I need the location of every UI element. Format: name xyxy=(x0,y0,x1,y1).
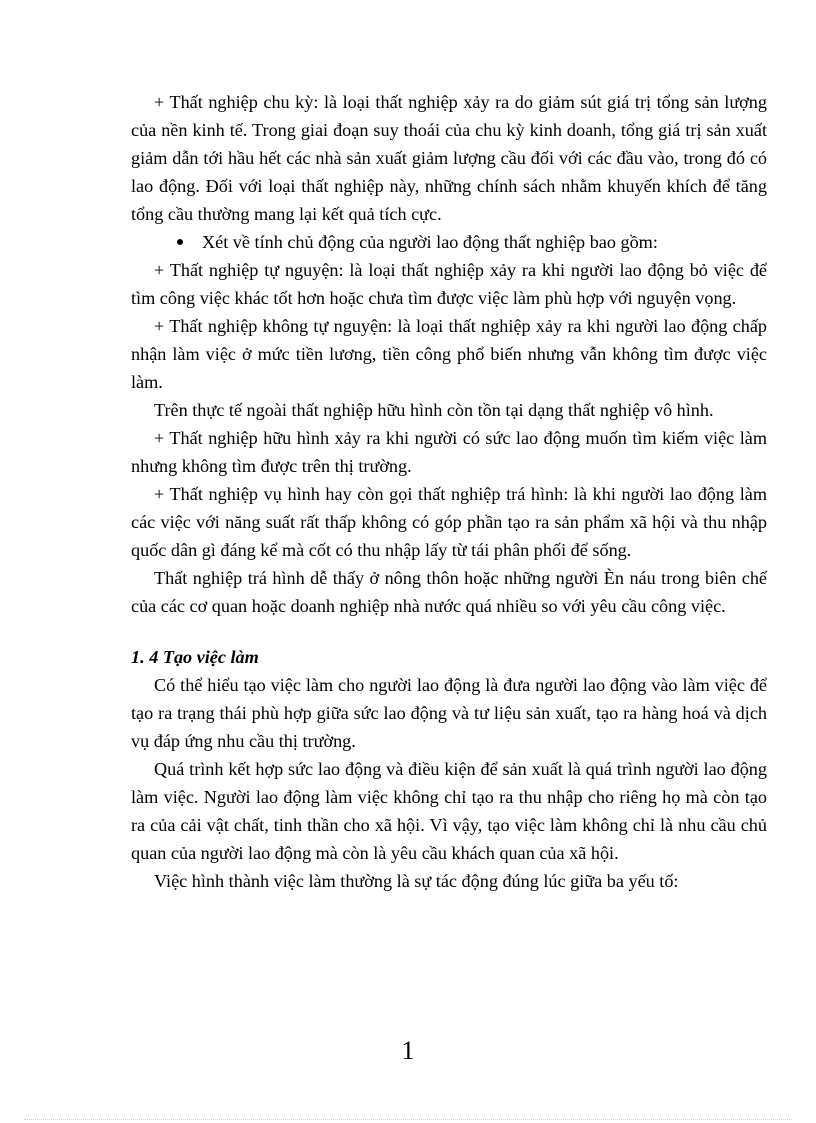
paragraph-voluntary-unemployment: + Thất nghiệp tự nguyện: là loại thất nghiệp xảy ra khi người lao động bỏ việc để tìm công việc khác tốt hơn hoặc chưa tìm được việc làm phù hợp với nguyện vọng. xyxy=(131,260,767,308)
paragraph-disguised-unemployment: + Thất nghiệp vụ hình hay còn gọi thất nghiệp trá hình: là khi người lao động làm các việc với năng suất rất thấp không có góp phần tạo ra sản phẩm xã hội và thu nhập quốc dân gì đáng kể mà cốt có thu nhập lấy từ tái phân phối để sống. xyxy=(131,484,767,560)
bullet-icon xyxy=(177,239,183,245)
paragraph-disguised-unemployment-example: Thất nghiệp trá hình dễ thấy ở nông thôn hoặc những người Èn náu trong biên chế của các cơ quan hoặc doanh nghiệp nhà nước quá nhiều so với yêu cầu công việc. xyxy=(131,568,767,616)
bullet-text: Xét về tính chủ động của người lao động thất nghiệp bao gồm: xyxy=(202,232,658,252)
paragraph-job-formation: Việc hình thành việc làm thường là sự tác động đúng lúc giữa ba yếu tố: xyxy=(154,871,679,891)
bullet-item xyxy=(131,228,767,256)
document-body xyxy=(131,88,767,895)
paragraph-job-creation-definition: Có thể hiểu tạo việc làm cho người lao động là đưa người lao động vào làm việc để tạo ra trạng thái phù hợp giữa sức lao động và tư liệu sản xuất, tạo ra hàng hoá và dịch vụ đáp ứng nhu cầu thị trường. xyxy=(131,675,767,751)
paragraph-hidden-unemployment-intro: Trên thực tế ngoài thất nghiệp hữu hình còn tồn tại dạng thất nghiệp vô hình. xyxy=(154,400,714,420)
paragraph-involuntary-unemployment: + Thất nghiệp không tự nguyện: là loại thất nghiệp xảy ra khi người lao động chấp nhận làm việc ở mức tiền lương, tiền công phổ biến nhưng vẫn không tìm được việc làm. xyxy=(131,316,767,392)
paragraph-job-creation-process: Quá trình kết hợp sức lao động và điều kiện để sản xuất là quá trình người lao động làm việc. Người lao động làm việc không chỉ tạo ra thu nhập cho riêng họ mà còn tạo ra của cải vật chất, tinh thần cho xã hội. Vì vậy, tạo việc làm không chỉ là nhu cầu chủ quan của người lao động mà còn là yêu cầu khách quan của xã hội. xyxy=(131,759,767,863)
page-number: 1 xyxy=(401,1036,415,1065)
section-heading: 1. 4 Tạo việc làm xyxy=(131,647,259,667)
paragraph-cyclical-unemployment: + Thất nghiệp chu kỳ: là loại thất nghiệp xảy ra do giảm sút giá trị tổng sản lượng của nền kinh tế. Trong giai đoạn suy thoái của chu kỳ kinh doanh, tổng giá trị sản xuất giảm dẫn tới hầu hết các nhà sản xuất giảm lượng cầu đối với các đầu vào, trong đó có lao động. Đối với loại thất nghiệp này, những chính sách nhằm khuyến khích để tăng tổng cầu thường mang lại kết quả tích cực. xyxy=(131,92,767,224)
paragraph-visible-unemployment: + Thất nghiệp hữu hình xảy ra khi người có sức lao động muốn tìm kiếm việc làm nhưng không tìm được trên thị trường. xyxy=(131,428,767,476)
page-bottom-divider xyxy=(24,1119,792,1120)
